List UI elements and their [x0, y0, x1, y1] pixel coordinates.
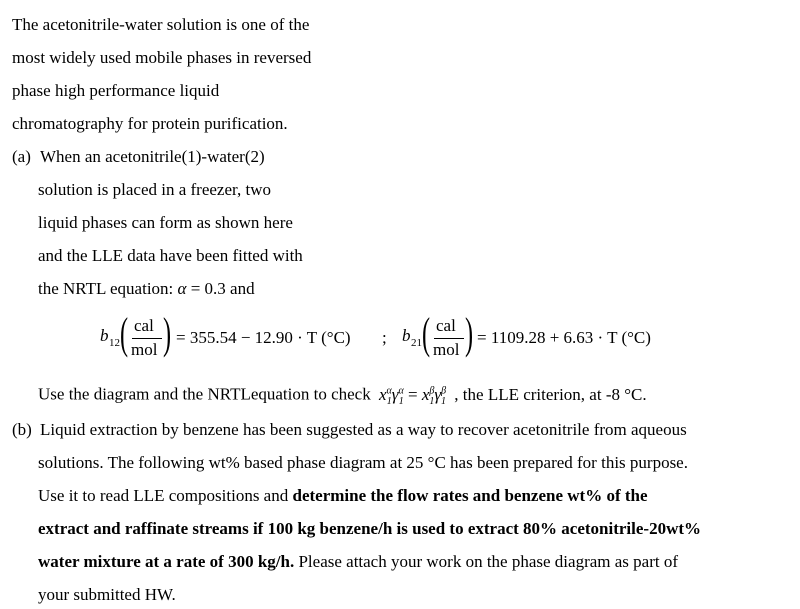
part-a-marker: (a) [12, 147, 31, 166]
b12-mol: mol [131, 340, 158, 359]
b12-subscript: 12 [109, 337, 120, 349]
b21-subscript: 21 [411, 337, 422, 349]
part-b-line-3-normal: Use it to read LLE compositions and [38, 486, 293, 505]
b12-expression: = 355.54 − 12.90 · T (°C) [176, 328, 351, 347]
check-after: , the LLE criterion, at -8 °C. [454, 384, 647, 404]
nrtl-parameter-equation: b 12 ( cal mol ) = 355.54 − 12.90 · T (°C) ; b 21 ( cal mol ) = 1109.28 + 6.63 · T (°C) [100, 309, 651, 359]
part-a-line-1: When an acetonitrile(1)-water(2) [40, 147, 265, 166]
nrtl-line [38, 279, 255, 299]
intro-line-3: phase high performance liquid [12, 81, 220, 100]
part-b-line-2: solutions. The following wt% based phase diagram at 25 °C has been prepared for this purpose. [38, 453, 688, 472]
part-b-line-4: extract and raffinate streams if 100 kg benzene/h is used to extract 80% acetonitrile-20wt% [38, 519, 702, 538]
part-b-line-5 [38, 552, 678, 572]
b21-fraction-bar [434, 338, 464, 339]
intro-line-4: chromatography for protein purification. [12, 114, 288, 133]
part-a-line-3: liquid phases can form as shown here [38, 213, 293, 232]
part-b-line-5-normal: Please attach your work on the phase diagram as part of [294, 552, 679, 571]
b12-fraction-bar [132, 338, 162, 339]
b21-expression: = 1109.28 + 6.63 · T (°C) [477, 328, 651, 347]
intro-line-2: most widely used mobile phases in reversed [12, 48, 312, 67]
part-b-line-3-bold: determine the flow rates and benzene wt% of the [292, 486, 648, 505]
b21-cal: cal [436, 316, 456, 335]
lle-criterion-formula: $x^\alpha_1\gamma^\alpha_1 = x^\beta_1\gamma^\beta_1$ [378, 384, 447, 408]
part-b-line-6: your submitted HW. [38, 585, 176, 604]
part-b-line-5-bold: water mixture at a rate of 300 kg/h. [38, 552, 295, 571]
part-a-line-4: and the LLE data have been fitted with [38, 246, 303, 265]
and-word: and [230, 279, 255, 298]
check-line [38, 381, 647, 412]
equation-separator: ; [382, 328, 387, 347]
intro-line-1: The acetonitrile-water solution is one of the [12, 15, 310, 34]
part-b-line-1: Liquid extraction by benzene has been suggested as a way to recover acetonitrile from aqueous [40, 420, 687, 439]
b21-mol: mol [433, 340, 460, 359]
part-b-marker: (b) [12, 420, 32, 439]
b12-letter: b [100, 326, 109, 345]
part-b-line-3 [38, 486, 648, 506]
check-before: Use the diagram and the NRTLequation to check [38, 384, 371, 404]
alpha-symbol: α [177, 279, 187, 298]
alpha-value: = 0.3 [190, 279, 226, 298]
b21-letter: b [402, 326, 411, 345]
nrtl-text: the NRTL equation: [38, 279, 174, 298]
b12-cal: cal [134, 316, 154, 335]
part-a-line-2: solution is placed in a freezer, two [38, 180, 271, 199]
